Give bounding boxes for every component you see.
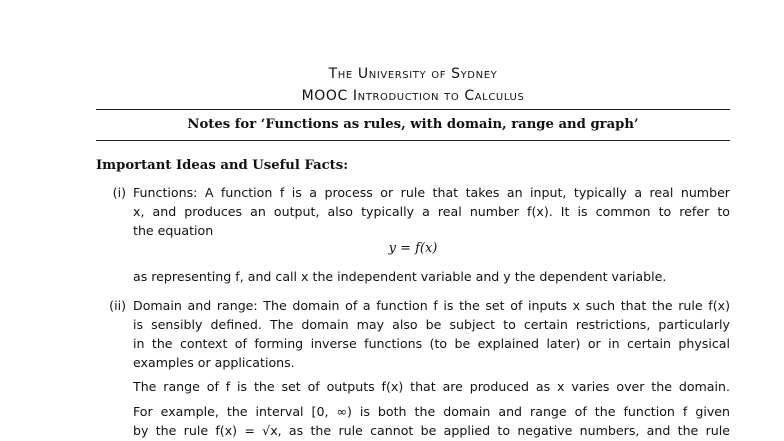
course-title: MOOC Introduction to Calculus (301, 88, 525, 104)
university-name: The University of Sydney (328, 66, 498, 82)
header-rule-bottom (96, 140, 730, 141)
example-line-1: For example, the interval [0, ∞) is both the domain and range of the function f given (133, 404, 730, 419)
notes-title: Notes for ‘Functions as rules, with domain, range and graph’ (187, 117, 639, 132)
item-i-line-2: x, and produces an output, also typically a real number f(x). It is common to refer to (133, 204, 730, 219)
item-i-line-3: the equation (133, 223, 214, 238)
header-rule-top (96, 109, 730, 110)
item-i-marker: (i) (112, 185, 126, 200)
item-ii-line-4: examples or applications. (133, 355, 295, 370)
item-ii-marker: (ii) (109, 298, 126, 313)
section-heading: Important Ideas and Useful Facts: (96, 158, 349, 173)
example-line-2: by the rule f(x) = √x, as the rule cannot be applied to negative numbers, and the rule (133, 423, 730, 438)
item-i-line-1: Functions: A function f is a process or rule that takes an input, typically a real number (133, 185, 730, 200)
equation-y-equals-f-of-x: y = f(x) (388, 241, 438, 256)
item-i-after-equation: as representing f, and call x the independent variable and y the dependent variable. (133, 269, 667, 284)
item-ii-line-3: in the context of forming inverse functions (to be explained later) or in certain physical (133, 336, 730, 351)
item-ii-line-1: Domain and range: The domain of a function f is the set of inputs x such that the rule f(x) (133, 298, 730, 313)
range-definition: The range of f is the set of outputs f(x) that are produced as x varies over the domain. (133, 379, 730, 394)
item-ii-line-2: is sensibly defined. The domain may also be subject to certain restrictions, particularly (133, 317, 730, 332)
